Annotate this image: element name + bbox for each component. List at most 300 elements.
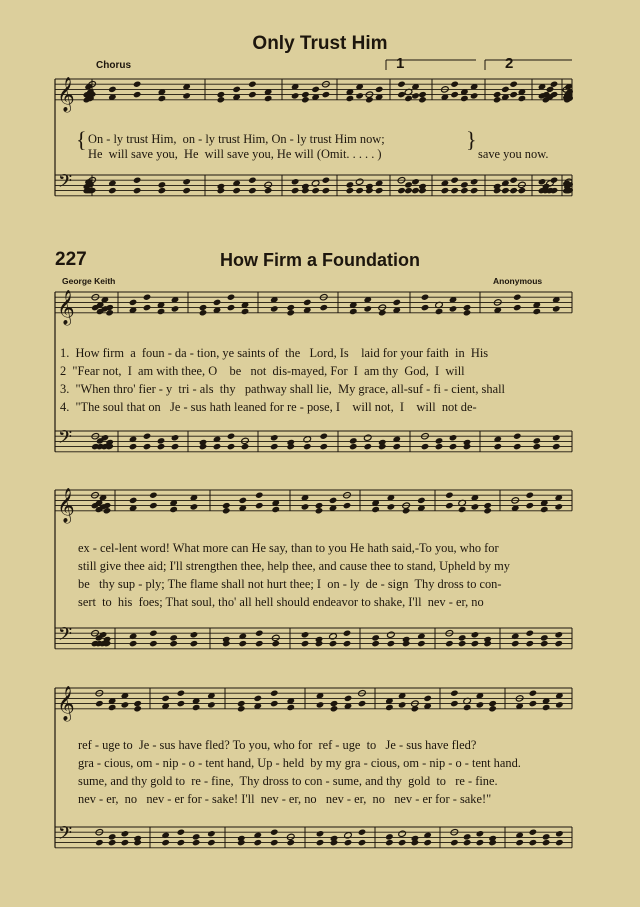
note-head: [248, 81, 257, 88]
note-head: [271, 634, 280, 641]
note-head: [329, 640, 338, 647]
note-head: [161, 832, 170, 839]
note-head: [95, 839, 104, 846]
note-head: [143, 294, 152, 301]
note-head: [458, 634, 467, 641]
note-head: [303, 299, 312, 306]
note-head: [509, 177, 518, 184]
note-head: [169, 640, 178, 647]
note-head: [129, 436, 138, 443]
note-head: [303, 436, 312, 443]
note-head: [190, 640, 199, 647]
note-head: [157, 308, 166, 315]
note-head: [343, 502, 352, 509]
note-head: [129, 299, 138, 306]
note-head: [143, 304, 152, 311]
note-head: [552, 305, 561, 312]
note-head: [213, 299, 222, 306]
verse2-system1-lyric: 2 "Fear not, I am with thee, O be not dis-mayed, For I am thy God, I will: [60, 364, 465, 378]
note-head: [513, 443, 522, 450]
note-head: [511, 640, 520, 647]
note-head: [458, 640, 467, 647]
bass-clef-icon: 𝄢: [58, 427, 73, 453]
note-head: [301, 640, 310, 647]
note-head: [371, 640, 380, 647]
note-head: [255, 630, 264, 637]
note-head: [319, 433, 328, 440]
note-head: [417, 497, 426, 504]
note-head: [470, 187, 479, 194]
hymn1-lyric-line-3: save you now.: [478, 147, 549, 161]
note-head: [129, 633, 138, 640]
note-head: [398, 701, 407, 708]
note-head: [177, 700, 186, 707]
note-head: [329, 633, 338, 640]
note-head: [248, 91, 257, 98]
note-head: [322, 187, 331, 194]
bass-clef-icon: 𝄢: [58, 823, 73, 849]
note-head: [552, 434, 561, 441]
note-head: [255, 502, 264, 509]
note-head: [241, 443, 250, 450]
lyric-brace-left: {: [76, 127, 87, 152]
second-ending-label: 2: [505, 55, 514, 72]
note-head: [525, 630, 534, 637]
note-head: [476, 701, 485, 708]
note-head: [554, 631, 563, 638]
note-head: [387, 503, 396, 510]
composer-credit: George Keith: [62, 276, 116, 286]
note-head: [501, 86, 510, 93]
note-head: [316, 701, 325, 708]
note-head: [121, 701, 130, 708]
note-head: [445, 492, 454, 499]
bass-clef-icon: 𝄢: [58, 624, 73, 650]
note-head: [509, 187, 518, 194]
note-head: [133, 705, 142, 712]
note-head: [311, 86, 320, 93]
note-head: [363, 434, 372, 441]
hymn-number: 227: [55, 249, 87, 270]
note-head: [542, 833, 551, 840]
note-head: [237, 705, 246, 712]
note-head: [392, 443, 401, 450]
note-head: [349, 443, 358, 450]
note-head: [177, 839, 186, 846]
note-head: [476, 839, 485, 846]
note-head: [460, 95, 469, 102]
note-head: [238, 640, 247, 647]
note-head: [532, 443, 541, 450]
note-head: [450, 839, 459, 846]
note-head: [385, 833, 394, 840]
note-head: [291, 92, 300, 99]
note-head: [311, 187, 320, 194]
note-head: [316, 830, 325, 837]
hymn1-lyric-line-2: He will save you, He will save you, He will (Omit. . . . . ): [88, 147, 382, 161]
note-head: [255, 640, 264, 647]
note-head: [375, 180, 384, 187]
note-head: [133, 91, 142, 98]
note-head: [253, 832, 262, 839]
note-head: [271, 506, 280, 513]
note-head: [182, 187, 191, 194]
note-head: [227, 433, 236, 440]
verse4-system2-lyric: sert to his foes; That soul, tho' all hell should endeavor to shake, I'll nev - er, no: [78, 595, 484, 609]
note-head: [346, 187, 355, 194]
note-head: [171, 434, 180, 441]
note-head: [540, 506, 549, 513]
note-head: [238, 497, 247, 504]
note-head: [255, 492, 264, 499]
note-head: [227, 294, 236, 301]
note-head: [355, 187, 364, 194]
note-head: [158, 187, 167, 194]
note-head: [463, 309, 472, 316]
treble-clef-icon: 𝄞: [57, 487, 75, 523]
note-head: [319, 304, 328, 311]
hymn2-title: How Firm a Foundation: [220, 250, 420, 270]
note-head: [158, 95, 167, 102]
note-head: [108, 86, 117, 93]
note-head: [157, 443, 166, 450]
note-head: [346, 181, 355, 188]
note-head: [529, 839, 538, 846]
note-head: [515, 832, 524, 839]
note-head: [411, 187, 420, 194]
note-head: [417, 633, 426, 640]
note-head: [550, 177, 559, 184]
note-head: [375, 187, 384, 194]
note-head: [311, 180, 320, 187]
note-head: [518, 187, 527, 194]
note-head: [423, 695, 432, 702]
note-head: [421, 304, 430, 311]
first-ending-label: 1: [396, 55, 405, 72]
note-head: [264, 95, 273, 102]
note-head: [322, 177, 331, 184]
note-head: [329, 497, 338, 504]
note-head: [525, 502, 534, 509]
note-head: [213, 443, 222, 450]
note-head: [358, 700, 367, 707]
note-head: [511, 633, 520, 640]
treble-clef-icon: 𝄞: [57, 685, 75, 721]
note-head: [238, 633, 247, 640]
note-head: [270, 690, 279, 697]
note-head: [358, 839, 367, 846]
note-head: [501, 180, 510, 187]
note-head: [232, 180, 241, 187]
verse2-system2-lyric: still give thee aid; I'll strengthen thee, help thee, and cause thee to stand, Upheld by my: [78, 559, 510, 573]
note-head: [555, 701, 564, 708]
note-head: [404, 187, 413, 194]
note-head: [248, 177, 257, 184]
note-head: [458, 506, 467, 513]
note-head: [286, 833, 295, 840]
note-head: [171, 305, 180, 312]
note-head: [398, 839, 407, 846]
note-head: [460, 187, 469, 194]
note-head: [471, 640, 480, 647]
note-head: [441, 180, 450, 187]
note-head: [450, 177, 459, 184]
note-head: [286, 309, 295, 316]
bass-clef-icon: 𝄢: [58, 171, 73, 197]
note-head: [375, 86, 384, 93]
note-head: [493, 436, 502, 443]
note-head: [349, 308, 358, 315]
note-head: [344, 695, 353, 702]
note-head: [435, 443, 444, 450]
note-head: [463, 704, 472, 711]
note-head: [322, 91, 331, 98]
note-head: [450, 187, 459, 194]
verse1-system2-lyric: ex - cel-lent word! What more can He say, than to you He hath said,-To you, who for: [78, 541, 499, 555]
note-head: [488, 705, 497, 712]
note-head: [355, 178, 364, 185]
note-head: [470, 178, 479, 185]
note-head: [555, 830, 564, 837]
note-head: [385, 839, 394, 846]
note-head: [301, 503, 310, 510]
note-head: [161, 839, 170, 846]
note-head: [358, 829, 367, 836]
note-head: [315, 507, 324, 514]
note-head: [421, 294, 430, 301]
note-head: [319, 443, 328, 450]
note-head: [387, 640, 396, 647]
note-head: [463, 839, 472, 846]
note-head: [411, 178, 420, 185]
note-head: [411, 92, 420, 99]
arranger-credit: Anonymous: [493, 276, 543, 286]
note-head: [346, 95, 355, 102]
note-head: [460, 181, 469, 188]
note-head: [343, 630, 352, 637]
note-head: [501, 187, 510, 194]
note-head: [509, 81, 518, 88]
note-head: [241, 308, 250, 315]
note-head: [303, 443, 312, 450]
note-head: [392, 299, 401, 306]
note-head: [227, 304, 236, 311]
note-head: [95, 700, 104, 707]
note-head: [371, 634, 380, 641]
chorus-label: Chorus: [96, 60, 131, 71]
note-head: [161, 695, 170, 702]
note-head: [525, 640, 534, 647]
note-head: [192, 833, 201, 840]
note-head: [108, 180, 117, 187]
note-head: [435, 308, 444, 315]
note-head: [133, 81, 142, 88]
note-head: [397, 187, 406, 194]
note-head: [471, 503, 480, 510]
note-head: [253, 839, 262, 846]
note-head: [264, 187, 273, 194]
note-head: [271, 640, 280, 647]
note-head: [540, 640, 549, 647]
note-head: [493, 96, 502, 103]
note-head: [449, 443, 458, 450]
note-head: [397, 81, 406, 88]
treble-clef-icon: 𝄞: [57, 76, 75, 112]
note-head: [213, 436, 222, 443]
note-head: [450, 91, 459, 98]
note-head: [542, 839, 551, 846]
note-head: [270, 305, 279, 312]
note-head: [129, 640, 138, 647]
note-head: [248, 187, 257, 194]
note-head: [241, 437, 250, 444]
note-head: [149, 630, 158, 637]
note-head: [108, 833, 117, 840]
note-head: [222, 507, 231, 514]
note-head: [232, 86, 241, 93]
note-head: [343, 640, 352, 647]
note-head: [129, 497, 138, 504]
note-head: [450, 690, 459, 697]
note-head: [158, 181, 167, 188]
note-head: [270, 829, 279, 836]
note-head: [513, 304, 522, 311]
note-head: [417, 640, 426, 647]
note-head: [435, 437, 444, 444]
note-head: [286, 839, 295, 846]
note-head: [253, 695, 262, 702]
note-head: [199, 309, 208, 316]
note-head: [515, 839, 524, 846]
note-head: [270, 434, 279, 441]
note-head: [108, 704, 117, 711]
note-head: [423, 839, 432, 846]
note-head: [344, 839, 353, 846]
note-head: [149, 640, 158, 647]
note-head: [449, 434, 458, 441]
note-head: [387, 631, 396, 638]
note-head: [525, 492, 534, 499]
verse3-system2-lyric: be thy sup - ply; The flame shall not hurt thee; I on - ly de - sign Thy dross to con-: [78, 577, 502, 591]
note-head: [121, 830, 130, 837]
verse2-system3-lyric: gra - cious, om - nip - o - tent hand, Up - held by my gra - cious, om - nip - o - tent hand.: [78, 756, 521, 770]
note-head: [190, 503, 199, 510]
note-head: [552, 443, 561, 450]
note-head: [513, 294, 522, 301]
note-head: [392, 436, 401, 443]
note-head: [450, 81, 459, 88]
verse1-system3-lyric: ref - uge to Je - sus have fled? To you, who for ref - uge to Je - sus have fled?: [78, 738, 477, 752]
note-head: [207, 701, 216, 708]
note-head: [177, 690, 186, 697]
note-head: [421, 443, 430, 450]
note-head: [149, 492, 158, 499]
note-head: [476, 830, 485, 837]
note-head: [316, 839, 325, 846]
note-head: [450, 700, 459, 707]
note-head: [349, 437, 358, 444]
note-head: [398, 830, 407, 837]
note-head: [463, 833, 472, 840]
note-head: [133, 187, 142, 194]
note-head: [133, 177, 142, 184]
verse4-system1-lyric: 4. "The soul that on Je - sus hath leaned for re - pose, I will not, I will not de-: [60, 400, 477, 414]
note-head: [385, 704, 394, 711]
note-head: [301, 96, 310, 103]
note-head: [157, 437, 166, 444]
verse4-system3-lyric: nev - er, no nev - er for - sake! I'll nev - er, no nev - er, no nev - er for - sake!": [78, 792, 492, 806]
note-head: [471, 631, 480, 638]
note-head: [363, 305, 372, 312]
note-head: [169, 506, 178, 513]
note-head: [518, 95, 527, 102]
note-head: [227, 443, 236, 450]
note-head: [149, 502, 158, 509]
hymn1-lyric-line-1: On - ly trust Him, on - ly trust Him, On - ly trust Him now;: [88, 132, 385, 146]
note-head: [404, 181, 413, 188]
note-head: [330, 705, 339, 712]
hymn1-title: Only Trust Him: [252, 33, 388, 54]
note-head: [542, 704, 551, 711]
note-head: [264, 181, 273, 188]
note-head: [192, 839, 201, 846]
note-head: [190, 631, 199, 638]
note-head: [171, 443, 180, 450]
note-head: [445, 640, 454, 647]
note-head: [554, 640, 563, 647]
note-head: [207, 839, 216, 846]
note-head: [532, 308, 541, 315]
note-head: [286, 704, 295, 711]
note-head: [529, 690, 538, 697]
note-head: [270, 443, 279, 450]
note-head: [532, 437, 541, 444]
verse1-system1-lyric: 1. How firm a foun - da - tion, ye saints of the Lord, Is laid for your faith in His: [60, 346, 489, 360]
note-head: [445, 502, 454, 509]
note-head: [232, 187, 241, 194]
note-head: [108, 839, 117, 846]
note-head: [270, 700, 279, 707]
note-head: [129, 443, 138, 450]
note-head: [177, 829, 186, 836]
note-head: [217, 96, 226, 103]
note-head: [555, 839, 564, 846]
verse3-system1-lyric: 3. "When thro' fier - y tri - als thy pathway shall lie, My grace, all-suf - fi - cient, shall: [60, 382, 505, 396]
note-head: [207, 830, 216, 837]
note-head: [344, 832, 353, 839]
note-head: [470, 92, 479, 99]
note-head: [371, 506, 380, 513]
note-head: [182, 178, 191, 185]
note-head: [518, 181, 527, 188]
note-head: [513, 433, 522, 440]
treble-clef-icon: 𝄞: [57, 289, 75, 325]
note-head: [363, 443, 372, 450]
note-head: [169, 634, 178, 641]
note-head: [529, 700, 538, 707]
note-head: [121, 839, 130, 846]
note-head: [143, 433, 152, 440]
note-head: [483, 507, 492, 514]
note-head: [423, 832, 432, 839]
note-head: [493, 443, 502, 450]
note-head: [143, 443, 152, 450]
verse3-system3-lyric: sume, and thy gold to re - fine, Thy dross to con - sume, and thy gold to re - fine.: [78, 774, 498, 788]
note-head: [404, 95, 413, 102]
note-head: [291, 178, 300, 185]
note-head: [449, 305, 458, 312]
note-head: [418, 96, 427, 103]
